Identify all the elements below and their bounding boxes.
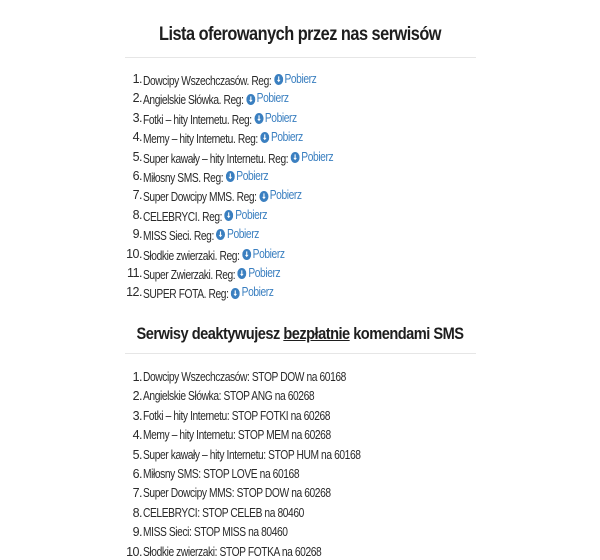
list-item-number: 9. (132, 525, 142, 540)
download-link-label: Pobierz (252, 246, 285, 261)
download-link[interactable] (244, 89, 289, 108)
download-link-label: Pobierz (256, 91, 289, 106)
download-link[interactable] (214, 225, 259, 244)
services-list (0, 70, 600, 303)
list-item-content (143, 186, 302, 208)
title-divider (125, 353, 476, 354)
download-link[interactable] (252, 109, 297, 128)
download-circle-icon (238, 268, 247, 279)
list-item-number: 11. (127, 265, 142, 280)
list-item-content (143, 283, 274, 305)
list-item-number: 2. (132, 389, 142, 404)
service-name: Dowcipy Wszechczasów. Reg: (143, 74, 272, 89)
list-item-number: 7. (132, 188, 142, 203)
download-link-label: Pobierz (248, 265, 281, 280)
service-name: Angielskie Słówka. Reg: (143, 93, 244, 108)
service-name: SUPER FOTA. Reg: (143, 287, 229, 302)
download-link[interactable] (223, 167, 268, 186)
list-item (0, 446, 600, 465)
download-link-label: Pobierz (236, 168, 269, 183)
deactivation-command: Słodkie zwierzaki: STOP FOTKA na 60268 (143, 544, 322, 559)
list-item-content (143, 167, 268, 189)
list-item-number: 6. (132, 168, 142, 183)
list-item-number: 3. (132, 408, 142, 423)
list-item-content (143, 225, 259, 247)
list-item-number: 12. (126, 285, 142, 300)
service-name: Miłosny SMS. Reg: (143, 171, 224, 186)
download-link[interactable] (257, 186, 302, 205)
service-name: Super Dowcipy MMS. Reg: (143, 190, 257, 205)
service-name: Fotki – hity Internetu. Reg: (143, 112, 252, 127)
title-divider (125, 57, 476, 58)
service-name: Super Zwierzaki. Reg: (143, 268, 236, 283)
download-link[interactable] (222, 206, 267, 225)
list-item-content (143, 89, 289, 111)
list-item-number: 8. (132, 207, 142, 222)
list-item (0, 89, 600, 108)
list-item (0, 543, 600, 560)
list-item-number: 10. (126, 544, 142, 559)
list-item-content (143, 148, 333, 170)
list-item (0, 283, 600, 302)
list-item (0, 465, 600, 484)
deactivation-command: CELEBRYCI: STOP CELEB na 80460 (143, 505, 304, 520)
download-link[interactable] (288, 148, 333, 167)
download-link[interactable] (271, 70, 316, 89)
list-item (0, 70, 600, 89)
download-circle-icon (246, 94, 255, 105)
download-link[interactable] (240, 245, 285, 264)
download-circle-icon (242, 249, 251, 260)
service-name: MISS Sieci. Reg: (143, 229, 214, 244)
list-item-number: 5. (132, 149, 142, 164)
list-item (0, 387, 600, 406)
download-link[interactable] (235, 264, 280, 283)
list-item-number: 1. (132, 72, 142, 86)
download-link-label: Pobierz (269, 188, 302, 203)
download-link-label: Pobierz (235, 207, 268, 222)
download-circle-icon (226, 171, 235, 182)
deactivation-title-suffix: komendami SMS (349, 324, 464, 343)
list-item-number: 9. (132, 227, 142, 242)
list-item-content (143, 128, 303, 150)
list-item-number: 6. (132, 466, 142, 481)
list-item (0, 264, 600, 283)
download-circle-icon (231, 288, 240, 299)
download-circle-icon (216, 229, 225, 240)
services-list-title: Lista oferowanych przez nas serwisów (159, 24, 441, 45)
list-item (0, 206, 600, 225)
download-circle-icon (260, 132, 269, 143)
list-item (0, 484, 600, 503)
service-name: Memy – hity Internetu. Reg: (143, 132, 258, 147)
download-link[interactable] (229, 283, 274, 302)
download-circle-icon (291, 152, 300, 163)
deactivation-command: Dowcipy Wszechczasów: STOP DOW na 60168 (143, 370, 346, 384)
deactivation-command: Super kawały – hity Internetu: STOP HUM na 60168 (143, 447, 361, 462)
list-item-content (143, 264, 280, 286)
download-link-label: Pobierz (241, 285, 274, 300)
download-link-label: Pobierz (301, 149, 334, 164)
download-link-label: Pobierz (284, 72, 317, 86)
list-item (0, 225, 600, 244)
list-item-number: 5. (132, 447, 142, 462)
deactivation-command: Angielskie Słówka: STOP ANG na 60268 (143, 389, 315, 404)
deactivation-command: Fotki – hity Internetu: STOP FOTKI na 60268 (143, 408, 331, 423)
list-item-content (143, 70, 316, 92)
deactivation-title-free: bezpłatnie (283, 324, 350, 343)
list-item (0, 523, 600, 542)
service-name: CELEBRYCI. Reg: (143, 209, 223, 224)
list-item-number: 3. (132, 110, 142, 125)
download-link[interactable] (258, 128, 303, 147)
deactivation-title-prefix: Serwisy deaktywujesz (136, 324, 284, 343)
list-item-number: 10. (126, 246, 142, 261)
list-item-content (143, 206, 267, 228)
list-item (0, 186, 600, 205)
list-item (0, 245, 600, 264)
download-circle-icon (225, 210, 234, 221)
list-item (0, 167, 600, 186)
download-link-label: Pobierz (270, 130, 303, 145)
deactivation-list (0, 368, 600, 560)
list-item-number: 4. (132, 428, 142, 443)
deactivation-command: Super Dowcipy MMS: STOP DOW na 60268 (143, 486, 331, 501)
download-link-label: Pobierz (264, 110, 297, 125)
list-item-number: 2. (132, 91, 142, 106)
list-item-number: 1. (132, 370, 142, 384)
download-circle-icon (259, 191, 268, 202)
deactivation-command: Miłosny SMS: STOP LOVE na 60168 (143, 466, 300, 481)
list-item (0, 148, 600, 167)
download-circle-icon (274, 74, 283, 85)
deactivation-command: Memy – hity Internetu: STOP MEM na 60268 (143, 428, 331, 443)
list-item (0, 128, 600, 147)
service-name: Super kawały – hity Internetu. Reg: (143, 151, 289, 166)
list-item-number: 8. (132, 505, 142, 520)
list-item-number: 7. (132, 486, 142, 501)
download-link-label: Pobierz (227, 227, 259, 242)
list-item-content (143, 245, 285, 267)
deactivation-title (42, 324, 558, 344)
list-item-content (143, 109, 297, 131)
download-circle-icon (254, 113, 263, 124)
list-item (0, 368, 600, 387)
list-item (0, 407, 600, 426)
service-name: Słodkie zwierzaki. Reg: (143, 248, 240, 263)
list-item-number: 4. (132, 130, 142, 145)
list-item (0, 504, 600, 523)
list-item (0, 109, 600, 128)
deactivation-command: MISS Sieci: STOP MISS na 80460 (143, 525, 288, 540)
list-item (0, 426, 600, 445)
